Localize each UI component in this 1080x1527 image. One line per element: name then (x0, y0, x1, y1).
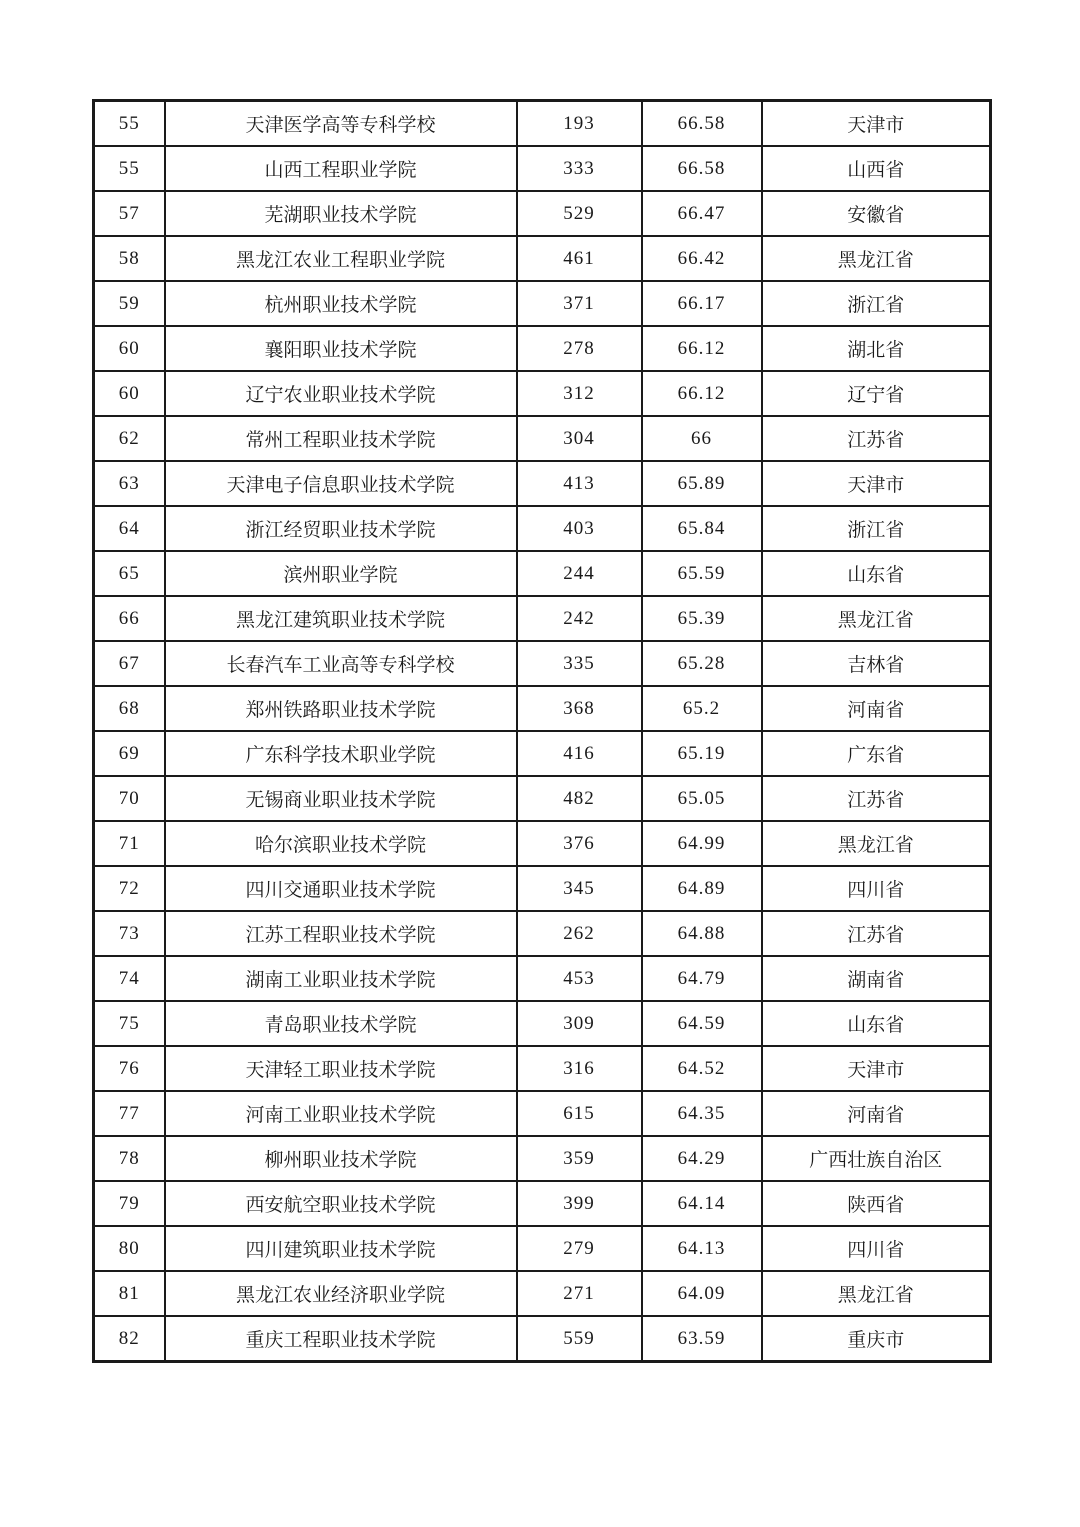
school-name-cell: 浙江经贸职业技术学院 (165, 506, 517, 551)
table-row (94, 596, 991, 641)
score-cell: 66.12 (642, 326, 762, 371)
rank-cell: 66 (94, 596, 165, 641)
province-cell: 黑龙江省 (762, 1271, 991, 1316)
rank-cell: 55 (94, 101, 165, 147)
count-cell: 262 (517, 911, 642, 956)
table-row (94, 1001, 991, 1046)
province-cell: 辽宁省 (762, 371, 991, 416)
province-cell: 河南省 (762, 686, 991, 731)
rank-cell: 68 (94, 686, 165, 731)
score-cell: 64.35 (642, 1091, 762, 1136)
table-row (94, 1091, 991, 1136)
score-cell: 66.42 (642, 236, 762, 281)
school-name-cell: 辽宁农业职业技术学院 (165, 371, 517, 416)
province-cell: 重庆市 (762, 1316, 991, 1362)
count-cell: 312 (517, 371, 642, 416)
province-cell: 黑龙江省 (762, 821, 991, 866)
province-cell: 山东省 (762, 551, 991, 596)
rank-cell: 60 (94, 371, 165, 416)
rank-cell: 77 (94, 1091, 165, 1136)
count-cell: 399 (517, 1181, 642, 1226)
table-row (94, 281, 991, 326)
count-cell: 278 (517, 326, 642, 371)
score-cell: 66.58 (642, 101, 762, 147)
table-row (94, 371, 991, 416)
count-cell: 529 (517, 191, 642, 236)
count-cell: 279 (517, 1226, 642, 1271)
school-name-cell: 江苏工程职业技术学院 (165, 911, 517, 956)
school-name-cell: 黑龙江建筑职业技术学院 (165, 596, 517, 641)
score-cell: 65.19 (642, 731, 762, 776)
rank-cell: 72 (94, 866, 165, 911)
table-row (94, 1181, 991, 1226)
province-cell: 四川省 (762, 866, 991, 911)
province-cell: 浙江省 (762, 281, 991, 326)
rank-cell: 58 (94, 236, 165, 281)
school-name-cell: 黑龙江农业经济职业学院 (165, 1271, 517, 1316)
table-row (94, 506, 991, 551)
count-cell: 559 (517, 1316, 642, 1362)
count-cell: 453 (517, 956, 642, 1001)
score-cell: 64.89 (642, 866, 762, 911)
ranking-table (92, 99, 992, 1363)
table-row (94, 956, 991, 1001)
school-name-cell: 无锡商业职业技术学院 (165, 776, 517, 821)
school-name-cell: 山西工程职业学院 (165, 146, 517, 191)
rank-cell: 69 (94, 731, 165, 776)
rank-cell: 73 (94, 911, 165, 956)
table-row (94, 911, 991, 956)
count-cell: 403 (517, 506, 642, 551)
rank-cell: 65 (94, 551, 165, 596)
rank-cell: 75 (94, 1001, 165, 1046)
table-row (94, 236, 991, 281)
province-cell: 天津市 (762, 1046, 991, 1091)
count-cell: 482 (517, 776, 642, 821)
score-cell: 64.79 (642, 956, 762, 1001)
count-cell: 368 (517, 686, 642, 731)
table-row (94, 776, 991, 821)
province-cell: 江苏省 (762, 416, 991, 461)
rank-cell: 57 (94, 191, 165, 236)
province-cell: 陕西省 (762, 1181, 991, 1226)
count-cell: 316 (517, 1046, 642, 1091)
rank-cell: 74 (94, 956, 165, 1001)
rank-cell: 59 (94, 281, 165, 326)
count-cell: 244 (517, 551, 642, 596)
score-cell: 66.58 (642, 146, 762, 191)
school-name-cell: 天津电子信息职业技术学院 (165, 461, 517, 506)
table-row (94, 416, 991, 461)
score-cell: 64.14 (642, 1181, 762, 1226)
province-cell: 天津市 (762, 461, 991, 506)
table-row (94, 686, 991, 731)
rank-cell: 79 (94, 1181, 165, 1226)
score-cell: 64.13 (642, 1226, 762, 1271)
score-cell: 63.59 (642, 1316, 762, 1362)
score-cell: 65.89 (642, 461, 762, 506)
score-cell: 65.05 (642, 776, 762, 821)
table-row (94, 326, 991, 371)
school-name-cell: 湖南工业职业技术学院 (165, 956, 517, 1001)
school-name-cell: 西安航空职业技术学院 (165, 1181, 517, 1226)
school-name-cell: 黑龙江农业工程职业学院 (165, 236, 517, 281)
province-cell: 安徽省 (762, 191, 991, 236)
rank-cell: 55 (94, 146, 165, 191)
table-row (94, 146, 991, 191)
count-cell: 371 (517, 281, 642, 326)
rank-cell: 67 (94, 641, 165, 686)
score-cell: 66.47 (642, 191, 762, 236)
school-name-cell: 郑州铁路职业技术学院 (165, 686, 517, 731)
school-name-cell: 四川交通职业技术学院 (165, 866, 517, 911)
score-cell: 65.39 (642, 596, 762, 641)
school-name-cell: 襄阳职业技术学院 (165, 326, 517, 371)
rank-cell: 82 (94, 1316, 165, 1362)
count-cell: 345 (517, 866, 642, 911)
rank-cell: 62 (94, 416, 165, 461)
count-cell: 413 (517, 461, 642, 506)
count-cell: 335 (517, 641, 642, 686)
score-cell: 64.59 (642, 1001, 762, 1046)
count-cell: 271 (517, 1271, 642, 1316)
school-name-cell: 芜湖职业技术学院 (165, 191, 517, 236)
school-name-cell: 天津医学高等专科学校 (165, 101, 517, 147)
rank-cell: 81 (94, 1271, 165, 1316)
rank-cell: 70 (94, 776, 165, 821)
score-cell: 65.28 (642, 641, 762, 686)
province-cell: 湖北省 (762, 326, 991, 371)
score-cell: 66.17 (642, 281, 762, 326)
count-cell: 461 (517, 236, 642, 281)
province-cell: 广东省 (762, 731, 991, 776)
table-row (94, 641, 991, 686)
ranking-table-body (94, 101, 991, 1362)
province-cell: 浙江省 (762, 506, 991, 551)
rank-cell: 64 (94, 506, 165, 551)
table-row (94, 1136, 991, 1181)
table-row (94, 1316, 991, 1362)
school-name-cell: 哈尔滨职业技术学院 (165, 821, 517, 866)
school-name-cell: 天津轻工职业技术学院 (165, 1046, 517, 1091)
rank-cell: 78 (94, 1136, 165, 1181)
province-cell: 山西省 (762, 146, 991, 191)
table-row (94, 461, 991, 506)
province-cell: 广西壮族自治区 (762, 1136, 991, 1181)
count-cell: 333 (517, 146, 642, 191)
province-cell: 江苏省 (762, 911, 991, 956)
table-row (94, 731, 991, 776)
school-name-cell: 重庆工程职业技术学院 (165, 1316, 517, 1362)
rank-cell: 63 (94, 461, 165, 506)
score-cell: 64.88 (642, 911, 762, 956)
table-row (94, 1226, 991, 1271)
score-cell: 66 (642, 416, 762, 461)
table-row (94, 1271, 991, 1316)
school-name-cell: 常州工程职业技术学院 (165, 416, 517, 461)
rank-cell: 60 (94, 326, 165, 371)
province-cell: 吉林省 (762, 641, 991, 686)
count-cell: 376 (517, 821, 642, 866)
table-row (94, 866, 991, 911)
score-cell: 64.29 (642, 1136, 762, 1181)
count-cell: 304 (517, 416, 642, 461)
province-cell: 江苏省 (762, 776, 991, 821)
score-cell: 64.09 (642, 1271, 762, 1316)
school-name-cell: 滨州职业学院 (165, 551, 517, 596)
count-cell: 615 (517, 1091, 642, 1136)
table-row (94, 191, 991, 236)
count-cell: 309 (517, 1001, 642, 1046)
score-cell: 66.12 (642, 371, 762, 416)
school-name-cell: 杭州职业技术学院 (165, 281, 517, 326)
count-cell: 242 (517, 596, 642, 641)
score-cell: 65.84 (642, 506, 762, 551)
score-cell: 64.99 (642, 821, 762, 866)
table-row (94, 551, 991, 596)
rank-cell: 71 (94, 821, 165, 866)
province-cell: 四川省 (762, 1226, 991, 1271)
count-cell: 359 (517, 1136, 642, 1181)
province-cell: 湖南省 (762, 956, 991, 1001)
score-cell: 65.2 (642, 686, 762, 731)
school-name-cell: 柳州职业技术学院 (165, 1136, 517, 1181)
table-row (94, 1046, 991, 1091)
province-cell: 山东省 (762, 1001, 991, 1046)
province-cell: 黑龙江省 (762, 236, 991, 281)
table-row (94, 101, 991, 147)
rank-cell: 76 (94, 1046, 165, 1091)
score-cell: 64.52 (642, 1046, 762, 1091)
rank-cell: 80 (94, 1226, 165, 1271)
school-name-cell: 广东科学技术职业学院 (165, 731, 517, 776)
score-cell: 65.59 (642, 551, 762, 596)
province-cell: 河南省 (762, 1091, 991, 1136)
school-name-cell: 青岛职业技术学院 (165, 1001, 517, 1046)
province-cell: 黑龙江省 (762, 596, 991, 641)
count-cell: 193 (517, 101, 642, 147)
table-row (94, 821, 991, 866)
school-name-cell: 长春汽车工业高等专科学校 (165, 641, 517, 686)
school-name-cell: 四川建筑职业技术学院 (165, 1226, 517, 1271)
province-cell: 天津市 (762, 101, 991, 147)
school-name-cell: 河南工业职业技术学院 (165, 1091, 517, 1136)
count-cell: 416 (517, 731, 642, 776)
